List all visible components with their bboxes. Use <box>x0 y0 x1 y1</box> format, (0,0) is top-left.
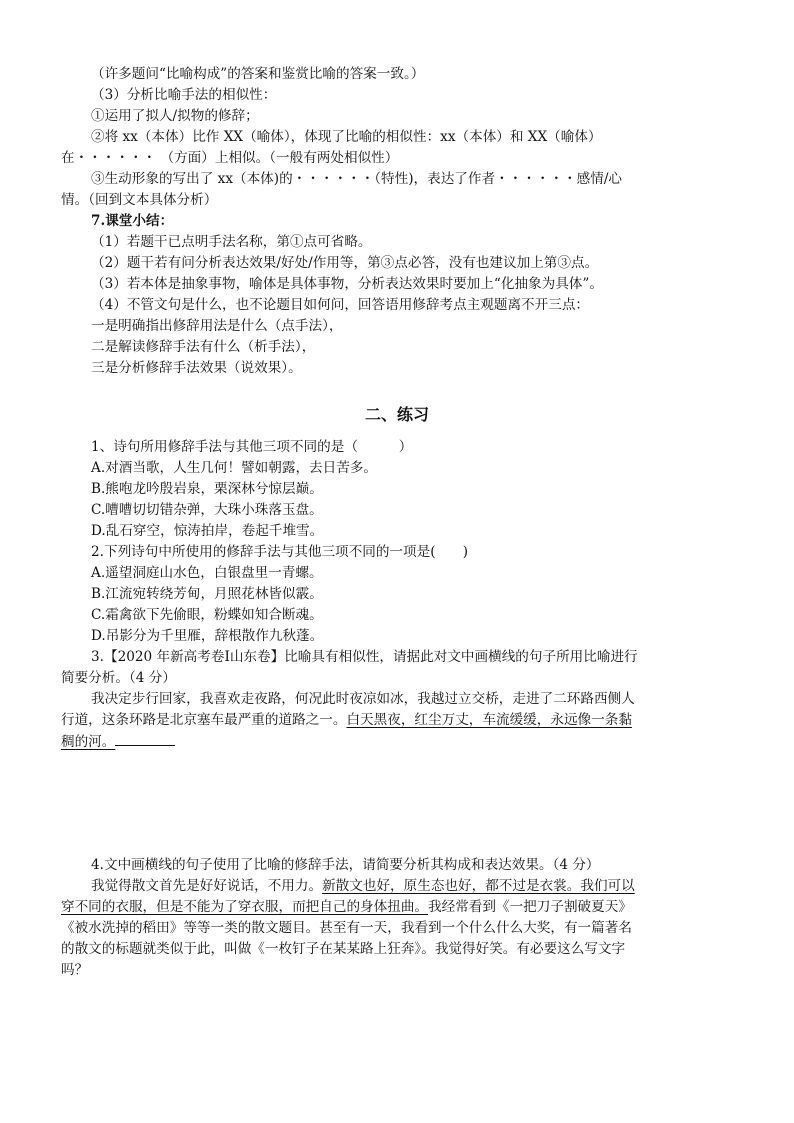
q4-underlined-sentence: 新散文也好，原生态也好，都不过是衣裳。我们可以 <box>322 878 635 894</box>
summary-point-2: 二是解读修辞手法有什么（析手法）， <box>91 339 316 355</box>
section-title: 二、练习 <box>364 405 429 424</box>
q1-option-a: A.对酒当歌，人生几何！譬如朝露，去日苦多。 <box>91 460 378 476</box>
q3-passage-text: 行道，这条环路是北京塞车最严重的道路之一。 <box>61 712 347 728</box>
answer-blank <box>115 731 175 746</box>
q3-passage-line-1: 我决定步行回家，我喜欢走夜路，何况此时夜凉如冰，我越过立交桥，走进了二环路西侧人 <box>91 691 635 707</box>
q4-passage-line-1 <box>91 876 736 896</box>
item3-title: （3）分析比喻手法的相似性： <box>91 87 277 103</box>
q4-passage-line-4: 的散文的标题就类似于此，叫做《一枚钉子在某某路上狂奔》。我觉得好笑。有必要这么写文字 <box>61 941 626 957</box>
q3-underlined-sentence: 白天黑夜，红尘万丈，车流缓缓，永远像一条黏 <box>346 712 632 728</box>
q4-passage-line-2 <box>61 897 736 917</box>
item3-point-2: ②将 xx（本体）比作 XX（喻体），体现了比喻的相似性：xx（本体）和 XX（喻体） <box>91 129 602 145</box>
item3-point-2-cont: 在・・・・・・ （方面）上相似。（一般有两处相似性） <box>61 150 399 166</box>
q4-passage-text: 我觉得散文首先是好好说话，不用力。 <box>91 878 323 894</box>
summary-item-4: （4）不管文句是什么，也不论题目如何问，回答语用修辞考点主观题离不开三点： <box>91 297 590 313</box>
q1-option-c: C.嘈嘈切切错杂弹，大珠小珠落玉盘。 <box>91 502 323 518</box>
q4-stem: 4.文中画横线的句子使用了比喻的修辞手法，请简要分析其构成和表达效果。（4 分） <box>91 857 600 873</box>
item3-point-3-cont: 情。（回到文本具体分析） <box>61 192 218 208</box>
q3-stem: 3.【2020 年新高考卷Ⅰ山东卷】比喻具有相似性，请据此对文中画横线的句子所用比喻进行 <box>91 649 638 665</box>
summary-item-3: （3）若本体是抽象事物，喻体是具体事物，分析表达效果时要加上“化抽象为具体”。 <box>91 276 603 292</box>
summary-item-2: （2）题干若有问分析表达效果/好处/作用等，第③点必答，没有也建议加上第③点。 <box>91 255 599 271</box>
q3-stem-cont: 简要分析。（4 分） <box>61 670 176 686</box>
q4-passage-line-5: 吗？ <box>61 962 89 978</box>
q3-underlined-sentence-end: 稠的河。 <box>61 734 116 750</box>
q1-stem: 1、诗句所用修辞手法与其他三项不同的是（ ） <box>91 439 413 455</box>
note-line: （许多题问“比喻构成”的答案和鉴赏比喻的答案一致。） <box>91 66 425 82</box>
q2-option-b: B.江流宛转绕芳甸，月照花林皆似霰。 <box>91 586 323 602</box>
q1-option-d: D.乱石穿空，惊涛拍岸，卷起千堆雪。 <box>91 523 324 539</box>
q2-option-a: A.遥望洞庭山水色，白银盘里一青螺。 <box>91 565 323 581</box>
q4-passage-line-3: 《被水洗掉的稻田》等等一类的散文题目。甚至有一天，我看到一个什么什么大奖，有一篇著名 <box>61 920 632 936</box>
summary-title: 7.课堂小结： <box>91 213 174 229</box>
q1-option-b: B.熊咆龙吟殷岩泉，栗深林兮惊层巅。 <box>91 481 323 497</box>
q4-passage-text-2: 我经常看到《一把刀子割破夏天》 <box>428 899 632 915</box>
q2-option-c: C.霜禽欲下先偷眼，粉蝶如知合断魂。 <box>91 607 323 623</box>
item3-point-3: ③生动形象的写出了 xx（本体)的・・・・・・（特性)，表达了作者・・・・・・感情/心 <box>91 171 623 187</box>
summary-point-3: 三是分析修辞手法效果（说效果）。 <box>91 360 302 376</box>
item3-point-1: ①运用了拟人/拟物的修辞； <box>91 108 259 124</box>
summary-item-1: （1）若题干已点明手法名称，第①点可省略。 <box>91 234 372 250</box>
q3-passage-line-2 <box>61 710 736 730</box>
q2-stem: 2.下列诗句中所使用的修辞手法与其他三项不同的一项是( ) <box>91 544 469 560</box>
q4-underlined-sentence-cont: 穿不同的衣服，但是不能为了穿衣服，而把自己的身体扭曲。 <box>61 899 429 915</box>
q3-passage-line-3 <box>61 731 736 752</box>
q2-option-d: D.吊影分为千里雁，辞根散作九秋蓬。 <box>91 628 324 644</box>
summary-point-1: 一是明确指出修辞用法是什么（点手法）， <box>91 318 343 334</box>
